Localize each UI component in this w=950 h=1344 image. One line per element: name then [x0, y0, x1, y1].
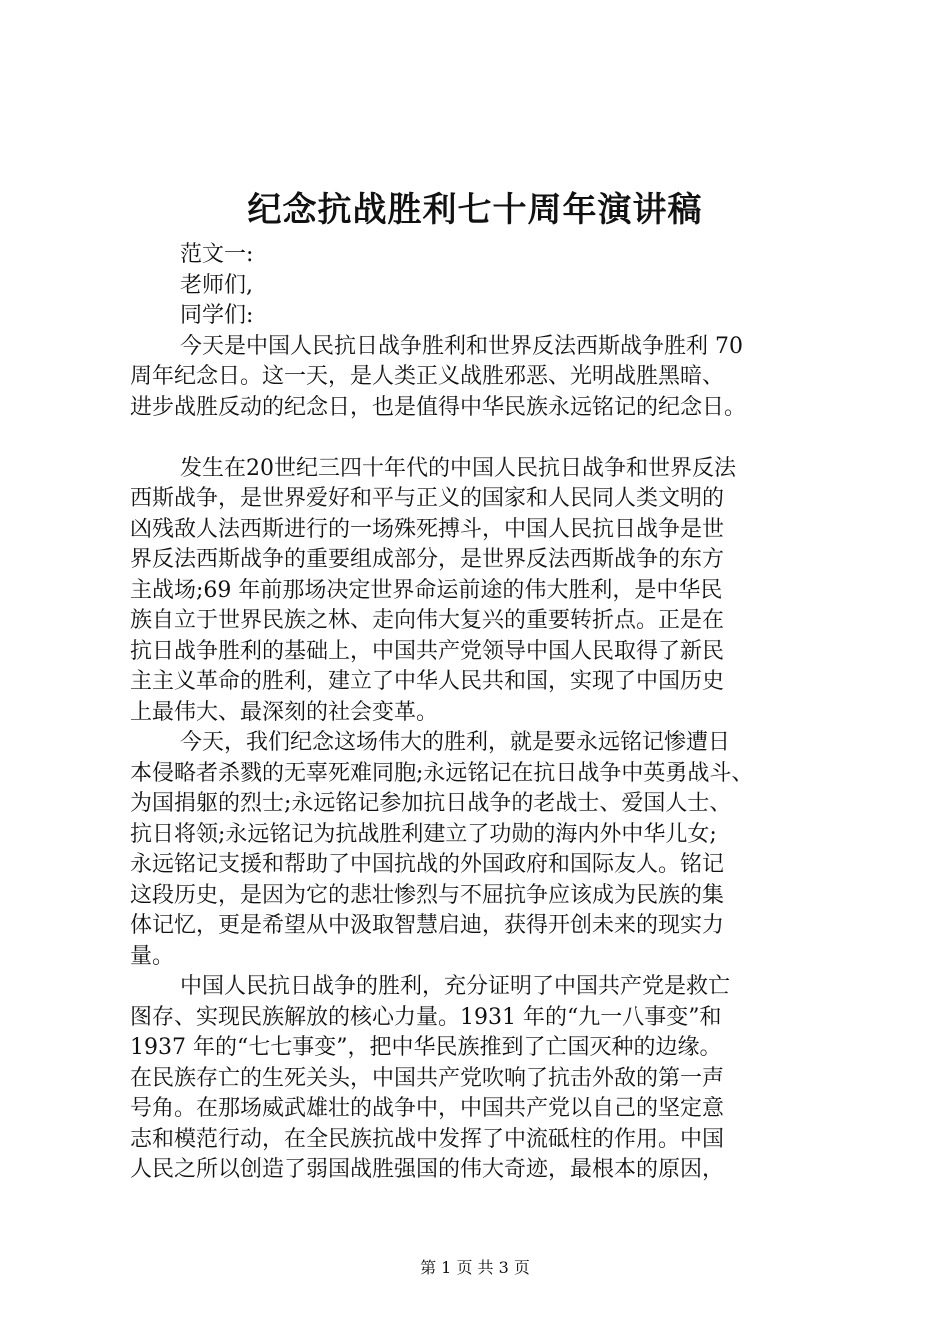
text-line: 族自立于世界民族之林、走向伟大复兴的重要转折点。正是在: [130, 608, 725, 633]
text-line: 抗日战争胜利的基础上，中国共产党领导中国人民取得了新民: [130, 638, 725, 664]
text-line: 图存、实现民族解放的核心力量。1931 年的“九一八事变”和: [130, 1004, 722, 1030]
text-line: 发生在20世纪三四十年代的中国人民抗日战争和世界反法: [180, 455, 736, 481]
document-body: [130, 240, 830, 1186]
text-line: 为国捐躯的烈士;永远铭记参加抗日战争的老战士、爱国人士、: [130, 791, 732, 816]
document-title: 纪念抗战胜利七十周年演讲稿: [247, 190, 703, 230]
text-line: 号角。在那场威武雄壮的战争中，中国共产党以自己的坚定意: [130, 1096, 725, 1121]
text-line: 同学们:: [180, 303, 254, 328]
text-line: 本侵略者杀戮的无辜死难同胞;永远铭记在抗日战争中英勇战斗、: [130, 760, 754, 786]
text-line: 量。: [130, 943, 175, 969]
text-line: 界反法西斯战争的重要组成部分，是世界反法西斯战争的东方: [130, 547, 725, 572]
text-line: 1937 年的“七七事变”，把中华民族推到了亡国灭种的边缘。: [130, 1035, 722, 1060]
text-line: 周年纪念日。这一天，是人类正义战胜邪恶、光明战胜黑暗、: [130, 364, 725, 389]
text-line: 中国人民抗日战争的胜利，充分证明了中国共产党是救亡: [180, 974, 731, 999]
text-line: 主战场;69 年前那场决定世界命运前途的伟大胜利，是中华民: [130, 577, 723, 603]
text-line: 志和模范行动，在全民族抗战中发挥了中流砥柱的作用。中国: [130, 1126, 725, 1152]
text-line: 人民之所以创造了弱国战胜强国的伟大奇迹，最根本的原因，: [130, 1157, 725, 1182]
text-line: 老师们,: [180, 272, 253, 298]
text-line: 上最伟大、最深刻的社会变革。: [130, 699, 439, 725]
page-footer: 第 1 页 共 3 页: [420, 1258, 530, 1277]
text-line: 这段历史，是因为它的悲壮惨烈与不屈抗争应该成为民族的集: [130, 882, 725, 908]
text-line: [130, 423, 830, 454]
text-line: 范文一:: [180, 242, 254, 267]
text-line: 抗日将领;永远铭记为抗战胜利建立了功勋的海内外中华儿女;: [130, 821, 717, 847]
text-line: 永远铭记支援和帮助了中国抗战的外国政府和国际友人。铭记: [130, 852, 725, 877]
text-line: 体记忆，更是希望从中汲取智慧启迪，获得开创未来的现实力: [130, 913, 725, 938]
text-line: 凶残敌人法西斯进行的一场殊死搏斗，中国人民抗日战争是世: [130, 516, 725, 542]
text-line: 西斯战争，是世界爱好和平与正义的国家和人民同人类文明的: [130, 486, 725, 511]
text-line: 进步战胜反动的纪念日，也是值得中华民族永远铭记的纪念日。: [130, 394, 747, 420]
text-line: 今天，我们纪念这场伟大的胜利，就是要永远铭记惨遭日: [180, 730, 731, 755]
text-line: 主主义革命的胜利，建立了中华人民共和国，实现了中国历史: [130, 669, 725, 694]
text-line: 在民族存亡的生死关头，中国共产党吹响了抗击外敌的第一声: [130, 1065, 725, 1091]
text-line: 今天是中国人民抗日战争胜利和世界反法西斯战争胜利 70: [180, 333, 743, 359]
